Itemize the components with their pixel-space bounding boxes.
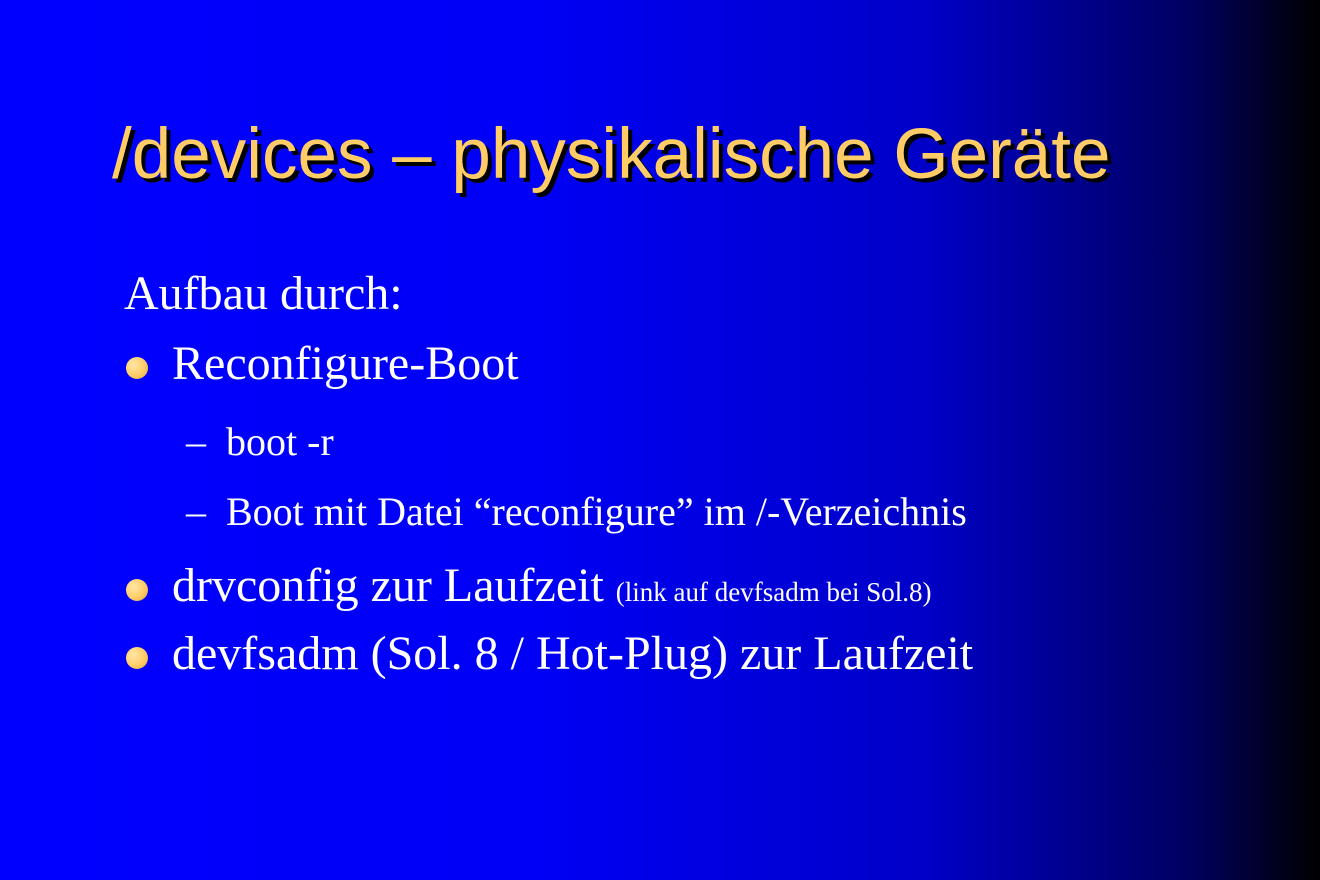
bullet-text: drvconfig zur Laufzeit — [172, 559, 616, 612]
bullet-text: Reconfigure-Boot — [172, 337, 519, 390]
sub-item-text: Boot mit Datei “reconfigure” im /-Verzeichnis — [226, 489, 967, 534]
bullet-icon — [126, 647, 148, 669]
sub-item-boot-r — [186, 419, 334, 464]
bullet-note: (link auf devfsadm bei Sol.8) — [615, 577, 932, 607]
bullet-icon — [126, 579, 148, 601]
sub-item-boot-reconfigure-file — [186, 489, 967, 534]
bullet-icon — [126, 357, 148, 379]
bullet-text-group — [172, 559, 932, 612]
sub-item-text: boot -r — [226, 419, 334, 464]
intro-text: Aufbau durch: — [124, 267, 403, 320]
bullet-text: devfsadm (Sol. 8 / Hot-Plug) zur Laufzeit — [172, 627, 974, 680]
dash-marker: – — [186, 419, 206, 464]
dash-marker: – — [186, 489, 206, 534]
slide-title: /devices – physikalische Geräte — [112, 115, 1111, 194]
